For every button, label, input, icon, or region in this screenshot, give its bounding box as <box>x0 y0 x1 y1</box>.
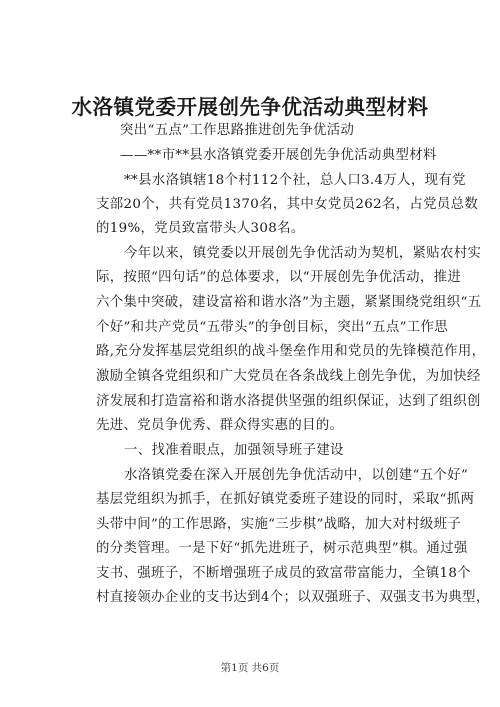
paragraph-line: 际，按照“四句话”的总体要求，以“开展创先争优活动，推进 <box>96 270 462 285</box>
subtitle-source: ——**市**县水洛镇党委开展创先争优活动典型材料 <box>120 148 437 163</box>
paragraph-line: 先进、党员争优秀、群众得实惠的目的。 <box>96 418 344 433</box>
paragraph-line: 六个集中突破，建设富裕和谐水洛”为主题，紧紧围绕党组织“五 <box>96 295 482 310</box>
paragraph-line: 支书、强班子，不断增强班子成员的致富带富能力，全镇18个 <box>96 566 471 581</box>
paragraph-line: **县水洛镇辖18个村112个社，总人口3.4万人，现有党 <box>124 173 466 188</box>
paragraph-line: 个好”和共产党员“五带头”的争创目标，突出“五点”工作思 <box>96 320 449 335</box>
paragraph-line: 基层党组织为抓手，在抓好镇党委班子建设的同时，采取“抓两 <box>96 492 475 507</box>
page-footer: 第1页 共6页 <box>220 662 280 674</box>
paragraph-line: 今年以来，镇党委以开展创先争优活动为契机，紧贴农村实 <box>124 246 482 261</box>
document-title: 水洛镇党委开展创先争优活动典型材料 <box>71 95 429 119</box>
subtitle: 突出“五点”工作思路推进创先争优活动 <box>120 123 355 138</box>
paragraph-line: 济发展和打造富裕和谐水洛提供坚强的组织保证，达到了组织创 <box>96 394 481 409</box>
paragraph-line: 的19%，党员致富带头人308名。 <box>96 221 305 236</box>
paragraph-line: 村直接领办企业的支书达到4个；以双强班子、双强支书为典型， <box>96 590 490 605</box>
section-heading: 一、找准着眼点，加强领导班子建设 <box>124 443 344 458</box>
paragraph-line: 支部20个，共有党员1370名，其中女党员262名，占党员总数 <box>96 197 479 212</box>
paragraph-line: 的分类管理。一是下好“抓先进班子，树示范典型”棋。通过强 <box>96 541 468 556</box>
paragraph-line: 路,充分发挥基层党组织的战斗堡垒作用和党员的先锋模范作用， <box>96 344 486 359</box>
paragraph-line: 水洛镇党委在深入开展创先争优活动中，以创建“五个好” <box>124 468 469 483</box>
paragraph-line: 激励全镇各党组织和广大党员在各条战线上创先争优，为加快经 <box>96 369 481 384</box>
paragraph-line: 头带中间”的工作思路，实施“三步棋”战略，加大对村级班子 <box>96 517 462 532</box>
